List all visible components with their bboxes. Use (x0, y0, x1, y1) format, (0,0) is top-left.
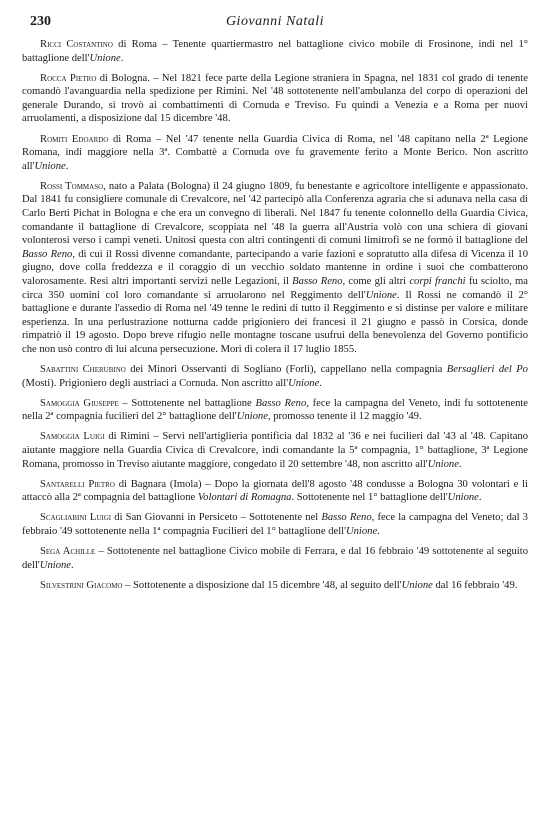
entry-text: di San Giovanni in Persiceto – Sottotenente nel (111, 512, 322, 524)
entry-text: . (377, 526, 380, 537)
entry-text: dal 16 febbraio '49. (432, 579, 518, 591)
biographical-entries (22, 38, 528, 592)
entry-text: – Sottotenente nel battaglione (118, 397, 256, 409)
entry-paragraph (22, 430, 528, 471)
entry-text: . Sottotenente nel 1° battaglione dell' (291, 492, 448, 504)
entry-text: di Bagnara (Imola) – Dopo la giornata dell'8 agosto '48 condusse a Bologna 30 volontari e li attaccò alla 2ª compagnia del battaglione (22, 478, 529, 504)
entry-text: , come gli altri (342, 276, 410, 287)
entry-paragraph (22, 397, 528, 424)
entry-text: . (478, 492, 482, 504)
italic-term: Basso Reno (292, 276, 343, 287)
entry-text: dei Minori Osservanti di Sogliano (Forlì), cappellano nella compagnia (125, 364, 447, 376)
entry-text: , promosso tenente il 12 maggio '49. (267, 411, 422, 423)
entry-text: . (120, 52, 124, 64)
entry-paragraph (22, 133, 528, 174)
entry-paragraph (22, 545, 528, 572)
entry-text: , di cui il Rossi divenne comandante, partecipando a varie fazioni e sopratutto alla difesa di Vicenza il 10 giugno, dove colla freddezza e il coraggio di un vecchio soldato mantenne in ordine i suoi che combatterono valorosamente. Resi altri importanti servizi nelle Legazioni, il (22, 248, 528, 287)
italic-term: Unione (447, 492, 479, 504)
entry-text: – Sottotenente nel battaglione Civico mobile di Ferrara, e dal 16 febbraio '49 sottotenente al seguito dell' (22, 546, 528, 571)
entry-name: Silvestrini Giacomo (40, 579, 123, 591)
entry-text: . (458, 458, 462, 470)
italic-term: Volontari di Romagna (197, 492, 292, 504)
entry-name: Sega Achille (40, 546, 96, 558)
italic-term: Basso Reno (22, 248, 73, 260)
entry-name: Samoggia Giuseppe (40, 397, 119, 409)
entry-text: . (319, 377, 322, 389)
entry-name: Romiti Edoardo (40, 133, 109, 145)
entry-text: , fece la campagna del Veneto, indi fu sottotenente nella 2ª compagnia fucilieri del 2° battaglione dell' (22, 397, 529, 423)
entry-text: . (65, 160, 69, 172)
entry-name: Rossi Tommaso (40, 180, 104, 192)
italic-term: Unione (401, 579, 433, 591)
entry-paragraph (22, 180, 528, 357)
italic-term: corpi franchi (409, 276, 466, 287)
entry-name: Samoggia Luigi (40, 431, 105, 443)
entry-text: di Roma – Nel '47 tenente nella Guardia Civica di Roma, nel '48 capitano nella 2ª Legione Romana, indi maggiore nella 3ª. Combattè a Cornuda ove fu gravemente ferito a Monte Berico. Non ascritto all' (22, 133, 528, 172)
italic-term: Unione (427, 458, 459, 470)
entry-name: Rocca Pietro (40, 72, 97, 84)
entry-paragraph (22, 478, 528, 505)
page-header (22, 14, 528, 38)
entry-name: Ricci Costantino (40, 39, 113, 50)
italic-term: Unione (365, 289, 397, 301)
entry-text: , fece la campagna del Veneto; dal 3 febbraio '49 sottotenente nella 1ª compagnia Fucilieri del 1° battaglione dell' (22, 512, 528, 537)
entry-name: Scagliabini Luigi (40, 512, 112, 524)
italic-term: Unione (34, 160, 66, 172)
entry-paragraph (22, 72, 528, 126)
italic-term: Unione (39, 559, 71, 571)
entry-text: fu sciolto, ma circa 350 uomini col loro comandante si arruolarono nel Reggimento dell' (22, 276, 528, 301)
italic-term: Unione (236, 411, 268, 423)
entry-text: – Sottotenente a disposizione dal 15 dicembre '48, al seguito dell' (122, 579, 402, 591)
italic-term: Bersaglieri del Po (446, 364, 528, 376)
italic-term: Unione (345, 526, 378, 537)
entry-text: , nato a Palata (Bologna) il 24 giugno 1809, fu benestante e agricoltore intelligente e appassionato. Dal 1841 fu consigliere comunale di Crevalcore, nel '42 partecipò alla Conferenza agraria che si adunava nella casa di Carlo Berti Pichat in Bologna e che era un convegno di liberali. Nel 1847 fu tenente colonnello della Guardia Civica, comandante il battaglione di Crevalcore, scoppiata nel '48 la guerra all'Austria volò con una schiera di giovani volonterosi verso i campi veneti. Unitosi questa con altri contingenti di comuni limitrofi se ne formò il battaglione del (22, 180, 528, 247)
entry-paragraph (22, 579, 528, 593)
italic-term: Basso Reno (255, 397, 307, 409)
italic-term: Unione (288, 377, 320, 389)
entry-text: di Bologna. – Nel 1821 fece parte della Legione straniera in Spagna, nel 1831 col grado di tenente comandò l'avanguardia nella spedizione per Rimini. Nel '48 sottotenente nell'ambulanza del corpo di operazioni del generale Durando, si trovò ai combattimenti di Cornuda e Treviso. Fu quindi a Venezia e a Roma per nuovi arruolamenti, a disposizione dal 15 dicembre '48. (22, 72, 528, 125)
entry-name: Sabattini Cherubino (40, 364, 126, 376)
entry-text: (Mosti). Prigioniero degli austriaci a Cornuda. Non ascritto all' (22, 377, 289, 389)
entry-paragraph (22, 38, 528, 65)
entry-name: Santarelli Pietro (40, 478, 115, 490)
entry-paragraph (22, 363, 528, 390)
entry-text: . Il Rossi ne comandò il 2° battaglione e durante l'assedio di Roma nel '49 tenne le redini di tutto il Reggimento e si distinse per valore e militare esperienza. In una perlustrazione notturna cadde prigioniero dei francesi il 21 giugno e passò in Corsica, donde rimpatriò il 19 agosto. Dopo breve rifugio nelle montagne toscane usufruì della benevolenza del Governo pontificio che non usò contro di lui alcuna persecuzione. Morì di colera il 17 luglio 1855. (22, 289, 528, 355)
entry-text: . (70, 559, 74, 571)
running-head: Giovanni Natali (225, 14, 325, 29)
entry-text: di Rimini – Servì nell'artiglieria pontificia dal 1832 al '36 e nei fucilieri dal '43 al '48. Capitano aiutante maggiore nella Guardia Civica di Crevalcore, indi comandante la 5ª compagnia, 1° battaglione, 3ª Legione Romana, promosso in Treviso aiutante maggiore, congedato il 20 settembre '48, non ascritto all' (22, 431, 528, 470)
italic-term: Basso Reno (321, 512, 372, 524)
entry-text: di Roma – Tenente quartiermastro nel battaglione civico mobile di Frosinone, indi nel 1° battaglione dell' (22, 39, 528, 64)
entry-paragraph (22, 511, 528, 538)
page-number: 230 (30, 14, 51, 29)
italic-term: Unione (89, 52, 121, 64)
